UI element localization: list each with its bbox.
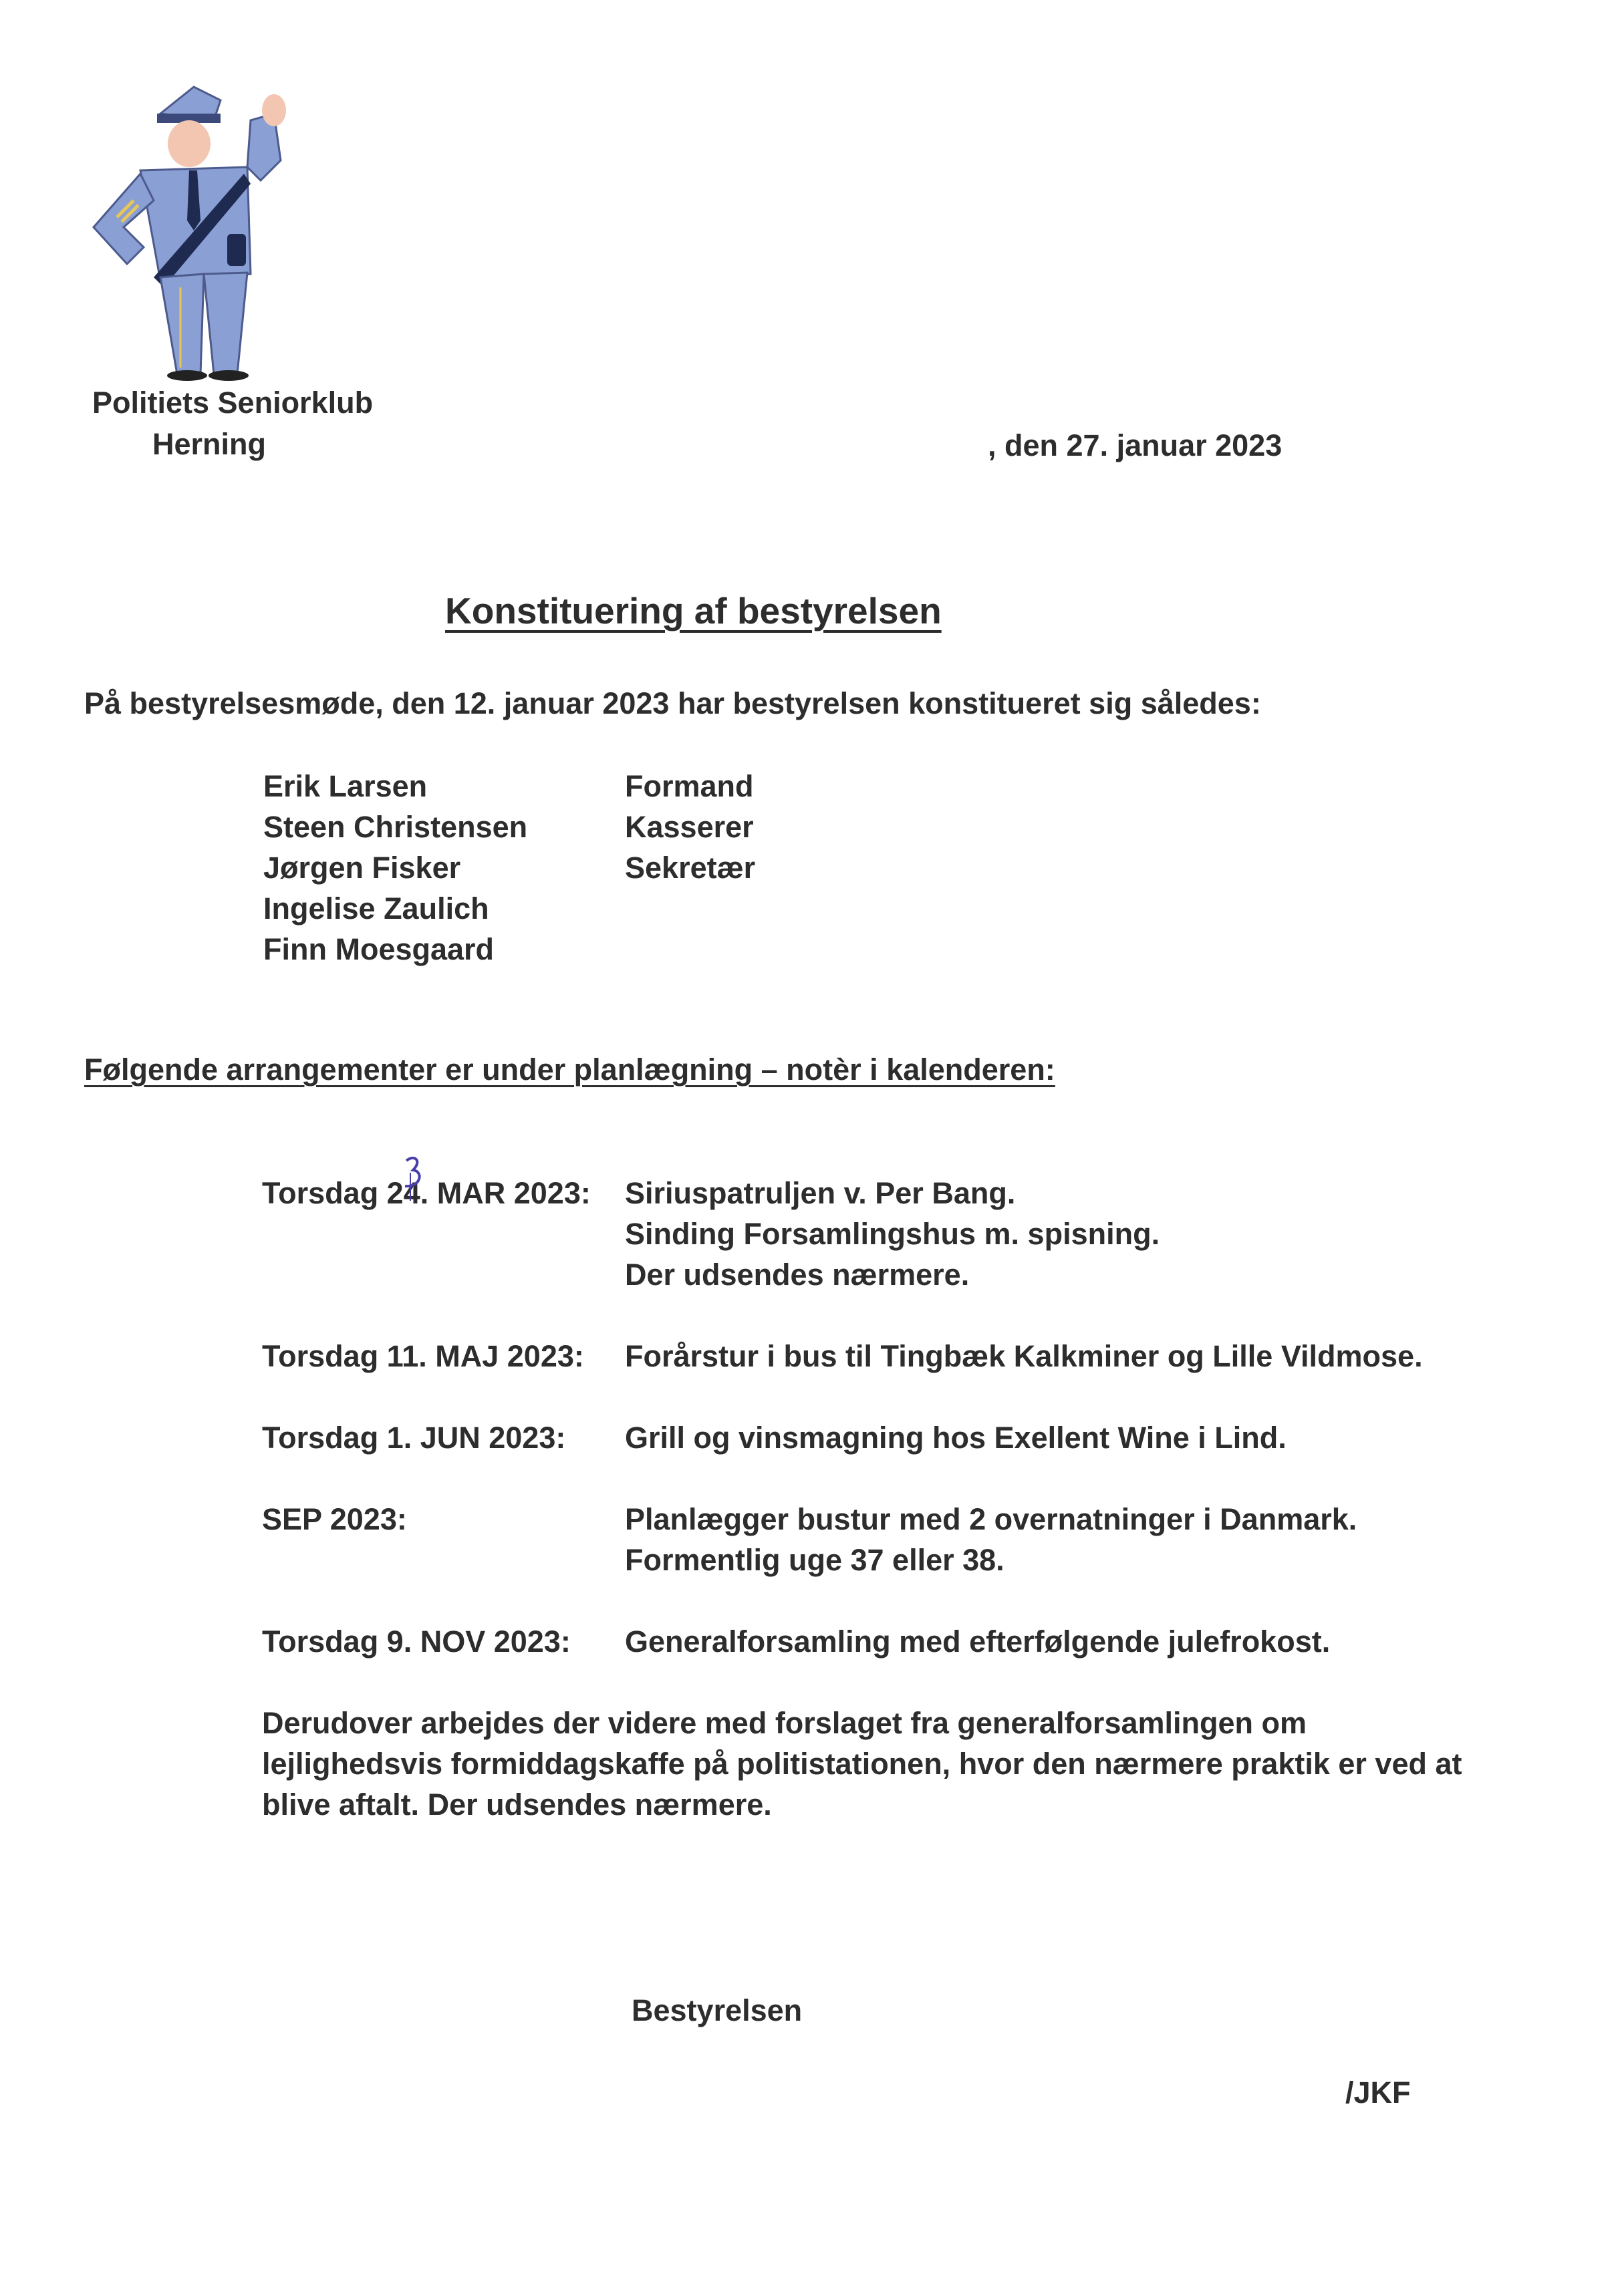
date-correction: 4 bbox=[404, 1173, 420, 1213]
board-names bbox=[263, 766, 527, 970]
signature: Bestyrelsen bbox=[632, 1993, 803, 2027]
board-member-name: Ingelise Zaulich bbox=[263, 891, 489, 925]
organization-city: Herning bbox=[152, 427, 267, 461]
event-date: Torsdag 11. MAJ 2023: bbox=[262, 1339, 584, 1373]
policeman-logo bbox=[80, 74, 321, 381]
initials: /JKF bbox=[1345, 2075, 1411, 2110]
event-date: Torsdag 9. NOV 2023: bbox=[262, 1624, 571, 1659]
event-description: Siriuspatruljen v. Per Bang. Sinding Forsamlingshus m. spisning. Der udsendes nærmere. bbox=[625, 1176, 1160, 1292]
event-description: Generalforsamling med efterfølgende julefrokost. bbox=[625, 1624, 1331, 1659]
event-description: Forårstur i bus til Tingbæk Kalkminer og Lille Vildmose. bbox=[625, 1339, 1423, 1373]
event-description: Planlægger bustur med 2 overnatninger i Danmark. Formentlig uge 37 eller 38. bbox=[625, 1502, 1357, 1577]
board-member-name: Erik Larsen bbox=[263, 769, 428, 803]
organization-name: Politiets Seniorklub bbox=[92, 386, 374, 420]
handwritten-correction bbox=[400, 1153, 426, 1206]
event-date: Torsdag 24 . MAR 2023: bbox=[262, 1173, 591, 1213]
document-date: , den 27. januar 2023 bbox=[988, 428, 1283, 462]
board-member-role: Sekretær bbox=[625, 851, 756, 885]
board-member-name: Steen Christensen bbox=[263, 810, 528, 844]
event-date: SEP 2023: bbox=[262, 1502, 407, 1536]
board-member-role: Formand bbox=[625, 769, 754, 803]
intro-text: På bestyrelsesmøde, den 12. januar 2023 har bestyrelsen konstitueret sig således: bbox=[84, 686, 1261, 720]
board-member-name: Finn Moesgaard bbox=[263, 932, 495, 966]
document-title: Konstituering af bestyrelsen bbox=[445, 590, 942, 631]
event-description: Grill og vinsmagning hos Exellent Wine i Lind. bbox=[625, 1421, 1287, 1455]
event-date: Torsdag 1. JUN 2023: bbox=[262, 1421, 566, 1455]
board-member-name: Jørgen Fisker bbox=[263, 851, 461, 885]
board-member-role: Kasserer bbox=[625, 810, 754, 844]
closing-paragraph: Derudover arbejdes der videre med forslaget fra generalforsamlingen om lejlighedsvis formiddagskaffe på politistationen, hvor den nærmere praktik er ved at blive aftalt. Der udsendes nærmere. bbox=[262, 1706, 1462, 1822]
events-heading: Følgende arrangementer er under planlægning – notèr i kalenderen: bbox=[84, 1052, 1055, 1087]
board-roles bbox=[625, 766, 755, 888]
